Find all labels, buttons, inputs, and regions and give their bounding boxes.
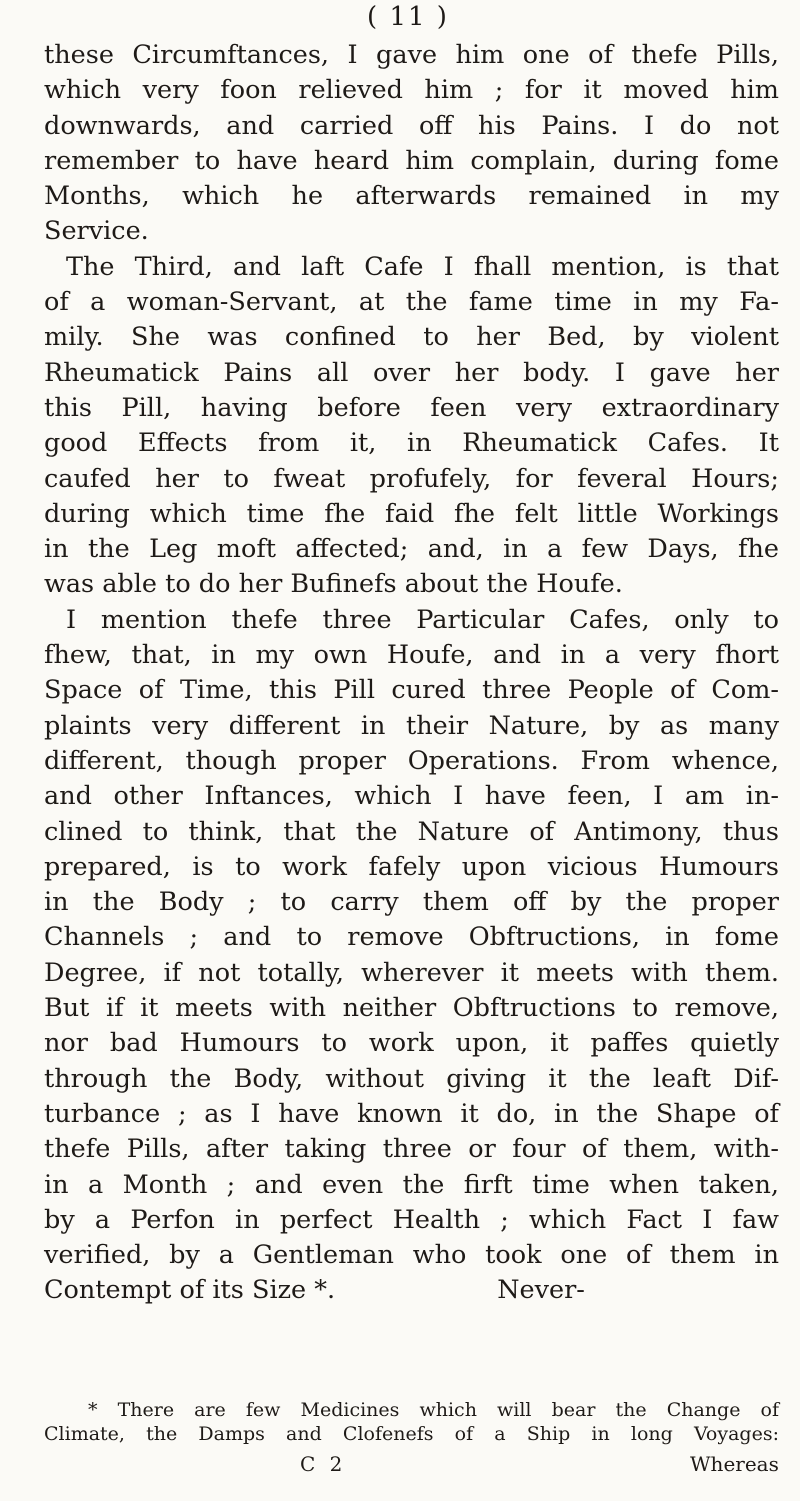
text-line: this Pill, having before feen very extraordinary xyxy=(44,392,779,423)
text-line: during which time fhe faid fhe felt little Workings xyxy=(44,498,779,529)
text-line: The Third, and laft Cafe I fhall mention, is that xyxy=(66,251,779,282)
text-line: good Effects from it, in Rheumatick Cafes. It xyxy=(44,428,779,459)
text-line: by a Perfon in perfect Health ; which Fact I faw xyxy=(44,1204,779,1235)
text-line: But if it meets with neither Obftructions to remove, xyxy=(44,993,779,1024)
page-number: ( 11 ) xyxy=(367,2,449,32)
text-line: Channels ; and to remove Obftructions, in fome xyxy=(44,922,779,953)
catchword: Whereas xyxy=(690,1452,779,1476)
text-line: in a Month ; and even the firft time when taken, xyxy=(44,1169,779,1200)
text-line: plaints very different in their Nature, by as many xyxy=(44,710,779,741)
footnote-line: * There are few Medicines which will bear the Change of xyxy=(88,1399,779,1421)
footnote-line: Climate, the Damps and Clofenefs of a Ship in long Voyages: xyxy=(44,1423,779,1445)
text-line: downwards, and carried off his Pains. I do not xyxy=(44,110,779,141)
text-line: Degree, if not totally, wherever it meets with them. xyxy=(44,957,779,988)
text-line: in the Body ; to carry them off by the proper xyxy=(44,887,779,918)
text-line: Contempt of its Size *. Never- xyxy=(44,1275,585,1306)
text-line: I mention thefe three Particular Cafes, only to xyxy=(66,604,779,635)
footnote xyxy=(44,1398,779,1446)
text-line: these Circumftances, I gave him one of thefe Pills, xyxy=(44,40,779,70)
text-line: was able to do her Bufinefs about the Houfe. xyxy=(44,569,623,600)
text-line: different, though proper Operations. From whence, xyxy=(44,745,779,776)
text-line: remember to have heard him complain, during fome xyxy=(44,145,779,176)
text-line: which very foon relieved him ; for it moved him xyxy=(44,75,779,106)
text-line: and other Inftances, which I have feen, I am in- xyxy=(44,781,779,812)
text-line: caufed her to fweat profufely, for feveral Hours; xyxy=(44,463,779,494)
text-line: of a woman-Servant, at the fame time in my Fa- xyxy=(44,287,779,318)
text-line: Space of Time, this Pill cured three People of Com- xyxy=(44,675,779,706)
text-line: Rheumatick Pains all over her body. I gave her xyxy=(44,357,779,388)
text-line: thefe Pills, after taking three or four of them, with- xyxy=(44,1134,779,1165)
text-line: Months, which he afterwards remained in my xyxy=(44,181,779,212)
signature-mark: C 2 xyxy=(300,1452,347,1476)
text-line: in the Leg moft affected; and, in a few Days, fhe xyxy=(44,534,779,565)
text-line: verified, by a Gentleman who took one of them in xyxy=(44,1240,779,1271)
text-line: through the Body, without giving it the leaft Dif- xyxy=(44,1063,779,1094)
body-text xyxy=(44,38,779,1309)
text-line: fhew, that, in my own Houfe, and in a very fhort xyxy=(44,640,779,671)
text-line: clined to think, that the Nature of Antimony, thus xyxy=(44,816,779,847)
text-line: turbance ; as I have known it do, in the Shape of xyxy=(44,1098,779,1129)
text-line: Service. xyxy=(44,216,149,247)
text-line: prepared, is to work fafely upon vicious Humours xyxy=(44,851,779,882)
text-line: nor bad Humours to work upon, it paffes quietly xyxy=(44,1028,779,1059)
text-line: mily. She was confined to her Bed, by violent xyxy=(44,322,779,353)
